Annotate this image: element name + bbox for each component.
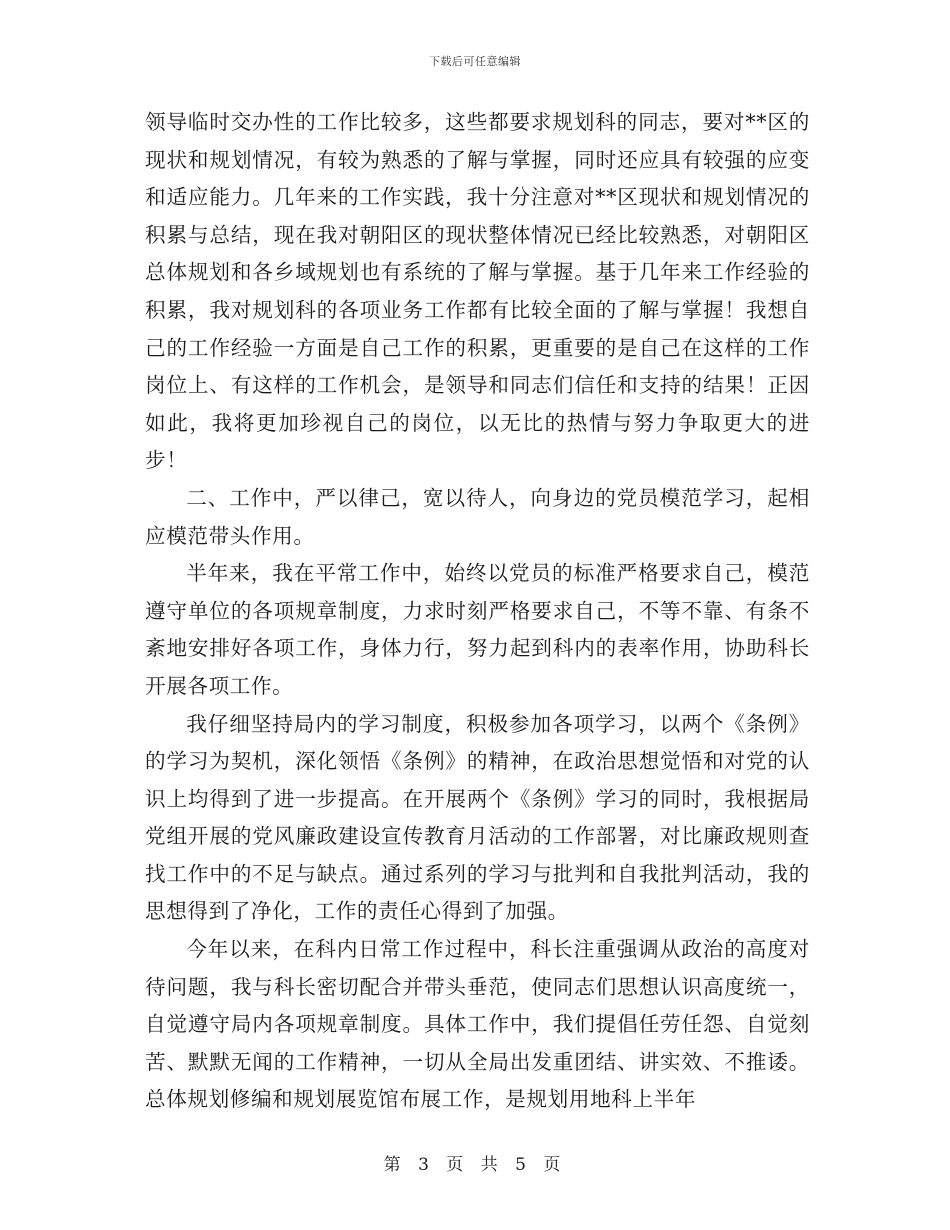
document-body (145, 104, 810, 1119)
paragraph: 我仔细坚持局内的学习制度，积极参加各项学习，以两个《条例》的学习为契机，深化领悟《条例》的精神，在政治思想觉悟和对党的认识上均得到了进一步提高。在开展两个《条例》学习的同时，我根据局党组开展的党风廉政建设宣传教育月活动的工作部署，对比廉政规则查找工作中的不足与缺点。通过系列的学习与批判和自我批判活动，我的思想得到了净化，工作的责任心得到了加强。 (145, 711, 810, 924)
section-heading: 二、工作中，严以律己，宽以待人，向身边的党员模范学习，起相应模范带头作用。 (145, 485, 810, 548)
paragraph: 领导临时交办性的工作比较多，这些都要求规划科的同志，要对**区的现状和规划情况，有较为熟悉的了解与掌握，同时还应具有较强的应变和适应能力。几年来的工作实践，我十分注意对**区现状和规划情况的积累与总结，现在我对朝阳区的现状整体情况已经比较熟悉，对朝阳区总体规划和各乡域规划也有系统的了解与掌握。基于几年来工作经验的积累，我对规划科的各项业务工作都有比较全面的了解与掌握！我想自己的工作经验一方面是自己工作的积累，更重要的是自己在这样的工作岗位上、有这样的工作机会，是领导和同志们信任和支持的结果！正因如此，我将更加珍视自己的岗位，以无比的热情与努力争取更大的进步！ (145, 110, 810, 473)
page-number: 第 3 页 共 5 页 (383, 1155, 567, 1175)
paragraph: 今年以来，在科内日常工作过程中，科长注重强调从政治的高度对待问题，我与科长密切配合并带头垂范，使同志们思想认识高度统一，自觉遵守局内各项规章制度。具体工作中，我们提倡任劳任怨、自觉刻苦、默默无闻的工作精神，一切从全局出发重团结、讲实效、不推诿。总体规划修编和规划展览馆布展工作，是规划用地科上半年 (145, 937, 810, 1112)
paragraph: 半年来，我在平常工作中，始终以党员的标准严格要求自己，模范遵守单位的各项规章制度，力求时刻严格要求自己，不等不靠、有条不紊地安排好各项工作，身体力行，努力起到科内的表率作用，协助科长开展各项工作。 (145, 561, 810, 698)
page-header: 下载后可任意编辑 (429, 55, 521, 68)
